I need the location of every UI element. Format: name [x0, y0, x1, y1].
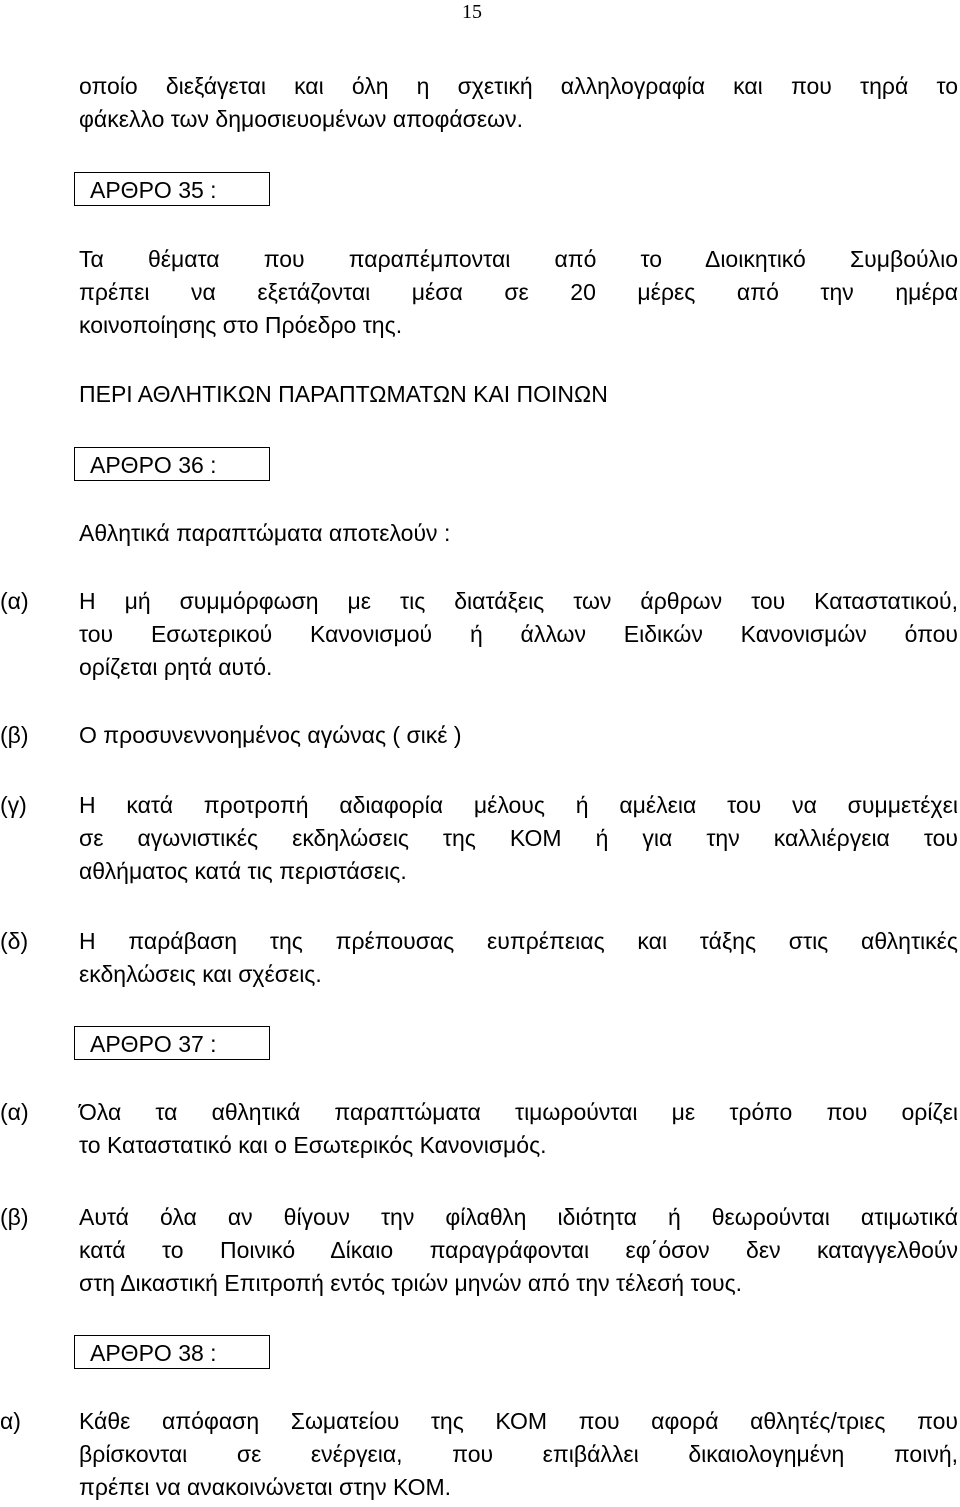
article-38-title: ΑΡΘΡΟ 38 : [74, 1335, 270, 1369]
item-text [79, 1405, 958, 1504]
text-line: εκδηλώσεις και σχέσεις. [79, 961, 322, 987]
text-line: πρέπει να εξετάζονται μέσα σε 20 μέρες από την ημέρα [79, 279, 958, 305]
text-line: Η κατά προτροπή αδιαφορία μέλους ή αμέλεια του να συμμετέχει [79, 792, 958, 818]
text-line: Κάθε απόφαση Σωματείου της ΚΟΜ που αφορά αθλητές/τριες που [79, 1408, 958, 1434]
item-text [79, 925, 958, 991]
item-text [79, 789, 958, 888]
intro-paragraph [79, 70, 958, 136]
text-line: κατά το Ποινικό Δίκαιο παραγράφονται εφ΄όσον δεν καταγγελθούν [79, 1237, 958, 1263]
text-line: ορίζεται ρητά αυτό. [79, 654, 273, 680]
item-label: (α) [0, 588, 29, 614]
text-line: βρίσκονται σε ενέργεια, που επιβάλλει δικαιολογημένη ποινή, [79, 1441, 958, 1467]
text-line: Τα θέματα που παραπέμπονται από το Διοικητικό Συμβούλιο [79, 246, 958, 272]
text-line: σε αγωνιστικές εκδηλώσεις της ΚΟΜ ή για την καλλιέργεια του [79, 825, 958, 851]
text-line: Η παράβαση της πρέπουσας ευπρέπειας και τάξης στις αθλητικές [79, 928, 958, 954]
item-label: α) [0, 1408, 21, 1434]
item-text [79, 1096, 958, 1162]
text-line: στη Δικαστική Επιτροπή εντός τριών μηνών από την τέλεσή τους. [79, 1270, 743, 1296]
text-line: πρέπει να ανακοινώνεται στην ΚΟΜ. [79, 1474, 452, 1500]
item-label: (α) [0, 1099, 29, 1125]
item-text [79, 585, 958, 684]
text-line: το Καταστατικό και ο Εσωτερικός Κανονισμός. [79, 1132, 547, 1158]
article-35-text [79, 243, 958, 342]
text-line: Ο προσυνεννοημένος αγώνας ( σικέ ) [79, 722, 462, 748]
text-line: του Εσωτερικού Κανονισμού ή άλλων Ειδικών Κανονισμών όπου [79, 621, 958, 647]
text-line: φάκελλο των δημοσιευομένων αποφάσεων. [79, 106, 523, 132]
page-number: 15 [462, 1, 482, 23]
text-line: Όλα τα αθλητικά παραπτώματα τιμωρούνται με τρόπο που ορίζει [79, 1099, 958, 1125]
article-37-title: ΑΡΘΡΟ 37 : [74, 1026, 270, 1060]
item-label: (γ) [0, 792, 27, 818]
item-label: (β) [0, 1204, 29, 1230]
item-text [79, 1201, 958, 1300]
section-heading: ΠΕΡΙ ΑΘΛΗΤΙΚΩΝ ΠΑΡΑΠΤΩΜΑΤΩΝ ΚΑΙ ΠΟΙΝΩΝ [79, 381, 608, 407]
item-label: (δ) [0, 928, 29, 954]
article-36-title: ΑΡΘΡΟ 36 : [74, 447, 270, 481]
item-label: (β) [0, 722, 29, 748]
text-line: Η μή συμμόρφωση με τις διατάξεις των άρθρων του Καταστατικού, [79, 588, 958, 614]
text-line: οποίο διεξάγεται και όλη η σχετική αλληλογραφία και που τηρά το [79, 73, 958, 99]
article-35-title: ΑΡΘΡΟ 35 : [74, 172, 270, 206]
item-text [79, 719, 958, 752]
text-line: Αυτά όλα αν θίγουν την φίλαθλη ιδιότητα ή θεωρούνται ατιμωτικά [79, 1204, 958, 1230]
text-line: κοινοποίησης στο Πρόεδρο της. [79, 312, 403, 338]
text-line: αθλήματος κατά τις περιστάσεις. [79, 858, 407, 884]
article-36-intro: Αθλητικά παραπτώματα αποτελούν : [79, 520, 451, 546]
